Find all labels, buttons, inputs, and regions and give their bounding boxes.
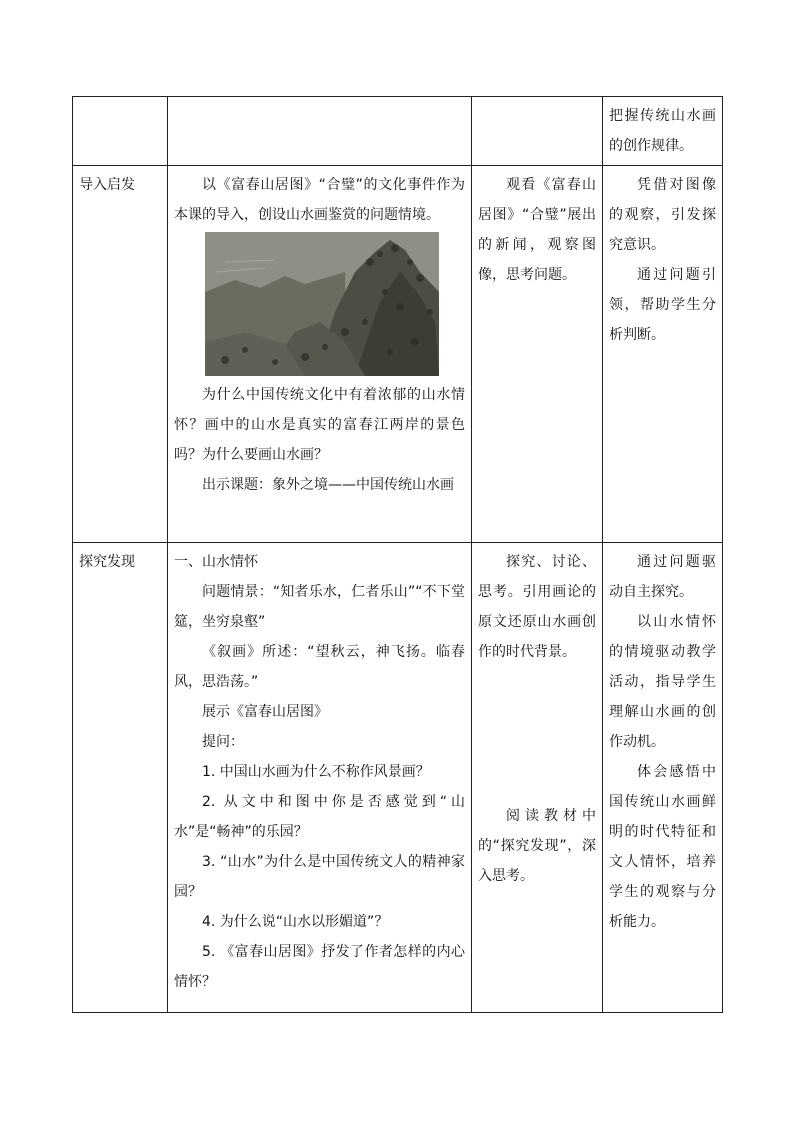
intent-text: 通过问题驱动自主探究。 — [609, 554, 716, 600]
intent-text: 体会感悟中国传统山水画鲜明的时代特征和文人情怀，培养学生的观察与分析能力。 — [609, 764, 716, 930]
table-row — [73, 97, 723, 166]
table-row — [73, 166, 723, 543]
table-row — [73, 543, 723, 1013]
stage-cell-empty — [73, 97, 168, 166]
content-line: 展示《富春山居图》 — [202, 704, 328, 720]
student-activity-text: 探究、讨论、思考。引用画论的原文还原山水画创作的时代背景。 — [478, 554, 596, 660]
content-cell — [168, 166, 472, 543]
intent-cell — [603, 97, 723, 166]
lesson-plan-page — [72, 96, 722, 1013]
content-cell — [168, 543, 472, 1013]
student-activity-text: 观看《富春山居图》“合璧”展出的新闻，观察图像，思考问题。 — [478, 177, 596, 283]
intent-cell — [603, 166, 723, 543]
stage-cell — [73, 166, 168, 543]
intent-text: 把握传统山水画的创作规律。 — [609, 108, 716, 154]
content-paragraph: 以《富春山居图》“合璧”的文化事件作为本课的导入，创设山水画鉴赏的问题情境。 — [174, 177, 465, 223]
stage-cell — [73, 543, 168, 1013]
intent-text: 通过问题引领，帮助学生分析判断。 — [609, 267, 716, 343]
content-cell-empty — [168, 97, 472, 166]
student-cell — [472, 543, 603, 1013]
student-cell — [472, 166, 603, 543]
stage-label: 探究发现 — [79, 554, 135, 570]
content-line: 《叙画》所述：“望秋云，神飞扬。临春风，思浩荡。” — [174, 644, 465, 690]
content-line: 问题情景：“知者乐水，仁者乐山”“不下堂筵，坐穷泉壑” — [174, 584, 465, 630]
question-item: 1. 中国山水画为什么不称作风景画？ — [202, 764, 430, 780]
lesson-title-line: 出示课题：象外之境——中国传统山水画 — [202, 477, 454, 493]
question-item: 4. 为什么说“山水以形媚道”？ — [202, 914, 389, 930]
spacer — [478, 667, 596, 801]
content-paragraph: 为什么中国传统文化中有着浓郁的山水情怀？画中的山水是真实的富春江两岸的景色吗？为什么要画山水画？ — [174, 387, 465, 463]
question-item: 3. “山水”为什么是中国传统文人的精神家园？ — [174, 854, 465, 900]
student-activity-text: 阅读教材中的“探究发现”，深入思考。 — [478, 808, 596, 884]
section-heading: 一、山水情怀 — [174, 554, 258, 570]
stage-label: 导入启发 — [79, 177, 135, 193]
lesson-plan-table — [72, 96, 723, 1013]
intent-text: 凭借对图像的观察，引发探究意识。 — [609, 177, 716, 253]
intent-text: 以山水情怀的情境驱动教学活动，指导学生理解山水画的创作动机。 — [609, 614, 716, 750]
question-item: 5. 《富春山居图》抒发了作者怎样的内心情怀？ — [174, 944, 465, 990]
content-line: 提问： — [202, 734, 244, 750]
intent-cell — [603, 543, 723, 1013]
question-item: 2. 从文中和图中你是否感觉到“山水”是“畅神”的乐园？ — [174, 794, 465, 840]
student-cell-empty — [472, 97, 603, 166]
landscape-painting-image — [205, 232, 439, 376]
